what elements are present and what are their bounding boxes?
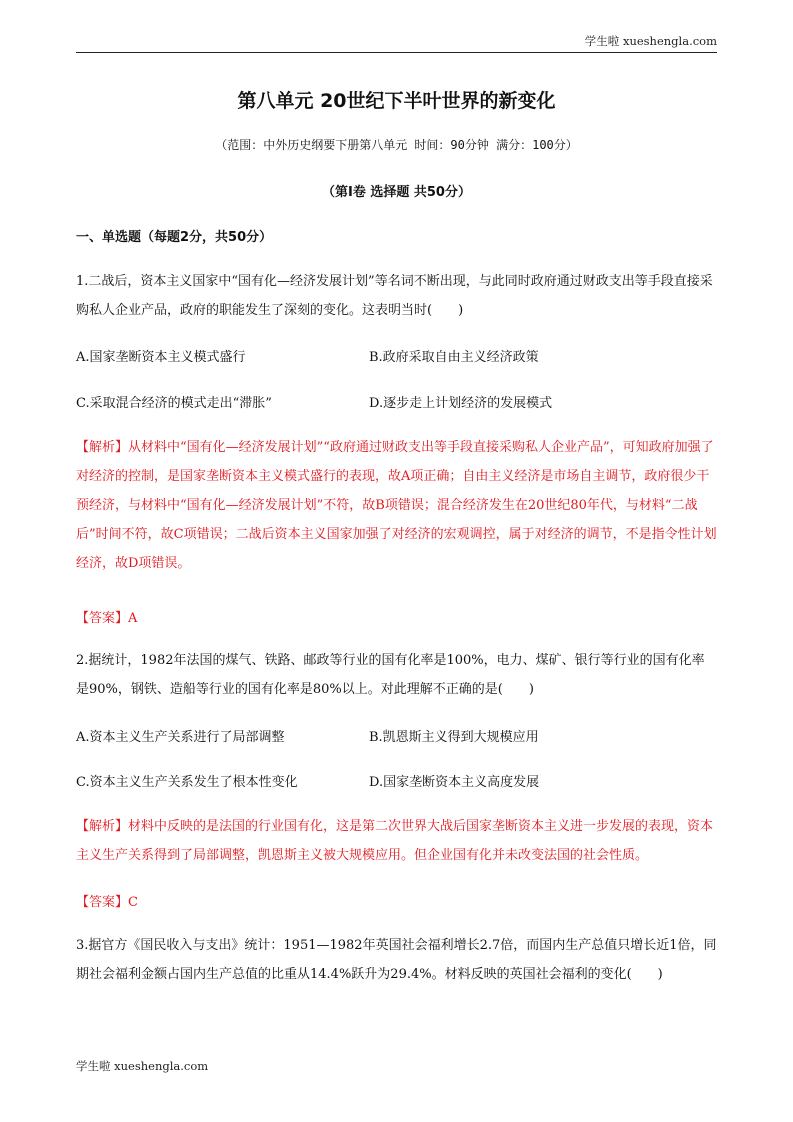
question-1-stem: 1.二战后，资本主义国家中“国有化—经济发展计划”等名词不断出现，与此同时政府通过财政支出等手段直接采购私人企业产品，政府的职能发生了深刻的变化。这表明当时( )	[76, 274, 713, 318]
question-1-option-b: B.政府采取自由主义经济政策	[369, 350, 539, 365]
question-2-option-c: C.资本主义生产关系发生了根本性变化	[76, 775, 298, 790]
header-divider	[76, 52, 717, 53]
footer-site-name: 学生啦 xueshengla.com	[76, 1059, 209, 1073]
question-3-stem: 3.据官方《国民收入与支出》统计：1951—1982年英国社会福利增长2.7倍，而国内生产总值只增长近1倍，同期社会福利金额占国内生产总值的比重从14.4%跃升为29.4%。材料反映的英国社会福利的变化( )	[76, 938, 717, 982]
question-1-option-c: C.采取混合经济的模式走出“滞胀”	[76, 396, 272, 411]
question-1-analysis: 【解析】从材料中“国有化—经济发展计划”“政府通过财政支出等手段直接采购私人企业产品”，可知政府加强了对经济的控制，是国家垄断资本主义模式盛行的表现，故A项正确；自由主义经济是市场自主调节，政府很少干预经济，与材料中“国有化—经济发展计划”不符，故B项错误；混合经济发生在20世纪80年代，与材料“二战后”时间不符，故C项错误；二战后资本主义国家加强了对经济的宏观调控，属于对经济的调节，不是指令性计划经济，故D项错误。	[76, 440, 717, 571]
question-2-option-b: B.凯恩斯主义得到大规模应用	[369, 730, 539, 745]
question-1-answer: 【答案】A	[76, 611, 138, 626]
question-1-option-d: D.逐步走上计划经济的发展模式	[369, 396, 553, 411]
section-heading: （第Ⅰ卷 选择题 共50分）	[322, 185, 471, 200]
header-site-name: 学生啦 xueshengla.com	[584, 34, 717, 48]
exam-scope: （范围：中外历史纲要下册第八单元 时间：90分钟 满分：100分）	[215, 138, 578, 152]
question-2-option-a: A.资本主义生产关系进行了局部调整	[76, 730, 285, 745]
question-2-option-d: D.国家垄断资本主义高度发展	[369, 775, 540, 790]
question-2-answer: 【答案】C	[76, 895, 138, 910]
question-2-analysis: 【解析】材料中反映的是法国的行业国有化，这是第二次世界大战后国家垄断资本主义进一步发展的表现，资本主义生产关系得到了局部调整，凯恩斯主义被大规模应用。但企业国有化并未改变法国的社会性质。	[76, 819, 714, 863]
question-2-stem: 2.据统计，1982年法国的煤气、铁路、邮政等行业的国有化率是100%，电力、煤矿、银行等行业的国有化率是90%，钢铁、造船等行业的国有化率是80%以上。对此理解不正确的是( )	[76, 653, 705, 697]
part-heading: 一、单选题（每题2分，共50分）	[76, 230, 273, 245]
question-1-option-a: A.国家垄断资本主义模式盛行	[76, 350, 246, 365]
page-title: 第八单元 20世纪下半叶世界的新变化	[237, 90, 556, 112]
